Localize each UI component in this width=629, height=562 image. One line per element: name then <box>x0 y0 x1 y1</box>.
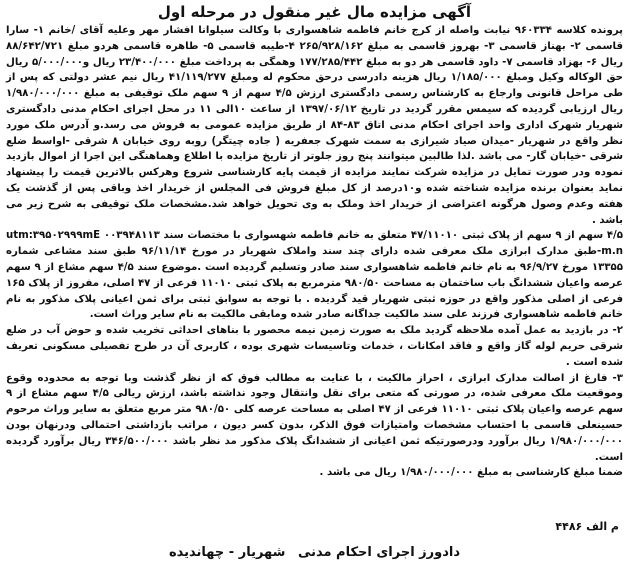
notice-signature <box>6 545 623 560</box>
notice-reference-code: م الف ۴۴۸۶ <box>555 520 619 533</box>
notice-footer <box>6 520 623 560</box>
notice-paragraph-valuation: ۳- فارغ از اصالت مدارک ابرازی ، احراز مالکیت ، با عنایت به مطالب فوق که از نظر گذشت وبا توجه به محدوده وقوع وموقعیت ملک معرفی شده، در صورتی که متعی برای نقل وانتقال وجود نداشته باشد، ارزش ریالی ۴/۵ سهم مشاع از ۹ سهم عرصه واعیان پلاک ثبتی ۱۱۰۱۰ فرعی از ۴۷ اصلی به مساحت عرصه کلی ۹۸۰/۵۰ متر مربع متعلق به سایر وراث مرحوم حسینعلی قاسمی با احتساب مشخصات وامتیازات فوق الذکر، بدون کسر دیون ، مراتب بازداشتی احتمالی ودرنهان بودن ۱/۹۸۰/۰۰۰/۰۰۰ ریال برآورد ودرصورتیکه ثمن اعیانی از ششدانگ پلاک مذکور مد نظر باشد ۳۴۶/۵۰۰/۰۰۰ ریال برآورد گردیده است. <box>6 372 623 463</box>
notice-paragraph-expert-price: ضمنا مبلغ کارشناسی به مبلغ ۱/۹۸۰/۰۰۰/۰۰۰ ریال می باشد . <box>319 467 623 479</box>
signature-city: شهریار - چهاندیده <box>168 545 286 560</box>
notice-title: آگهی مزایده مال غیر منقول در مرحله اول <box>157 3 472 21</box>
signature-office: دادورز اجرای احکام مدنی <box>297 545 461 560</box>
notice-paragraph-property: ۴/۵ سهم از ۹ سهم از پلاک ثبتی ۴۷/۱۱۰۱۰ متعلق به خانم فاطمه شهسواری با مختصات سند utm:۳۹۵۰۲۹۹۹mE ۰۰۳۹۴۸۱۱۳ m.n-طبق مدارک ابرازی ملک معرفی شده دارای چند سند واملاک شهریار در مورخ ۹۶/۱۱/۱۴ طبق سند مشاعی شماره ۱۳۳۵۵ مورخ ۹۶/۹/۲۷ به نام خانم فاطمه شاهسواری سند صادر وتسلیم گردیده است .موضوع سند ۴/۵ سهم مشاع از ۹ سهم عرصه واعیان ششدانگ باب ساختمان به مساحت ۹۸۰/۵۰ مترمربع به پلاک ثبتی ۱۱۰۱۰ فرعی از ۴۷ اصلی، مفروز از پلاک ۱۶۵ فرعی از اصلی مذکور واقع در حوزه ثبتی شهریار قید گردیده . با توجه به سوابق ثبتی برای ثمن اعیانی پلاک مذکور به نام خانم فاطمه شاهسواری فرزند علی سند مالکیت جداگانه صادر شده ومابقی مالکیت به نام سایر وراث است. <box>6 230 624 321</box>
notice-paragraph-intro: پرونده کلاسه ۹۶۰۳۳۴ نیابت واصله از کرج خانم فاطمه شاهسواری با وکالت سیلوانا افشار مهر وعلیه آقای /خانم ۱- سارا قاسمی ۲- بهناز قاسمی ۳- بهروز قاسمی به مبلغ ۲۶۵/۹۲۸/۱۶۲ ۴-طیبه قاسمی ۵- طاهره قاسمی هردو مبلغ ۸۸/۶۴۲/۷۲۱ ریال ۶- بهزاد قاسمی ۷- داود قاسمی هر دو به مبلغ ۱۷۷/۲۸۵/۴۴۲ وهمگی به پرداخت مبلغ ۲۳/۴۰۰/۰۰۰ ریال و۵/۰۰۰/۰۰۰ ریال حق الوکاله وکیل ومبلغ ۱/۱۸۵/۰۰۰ ریال هزینه دادرسی درحق محکوم له ومبلغ ۴۱/۱۱۹/۲۷۷ ریال نیم عشر دولتی که پس از طی مراحل قانونی وارجاع به کارشناس رسمی دادگستری ارزش ۴/۵ سهم از ۹ سهم ملک توقیفی به مبلغ ۱/۹۸۰/۰۰۰/۰۰۰ ریال ارزیابی گردیده که سیمس مقرر گردید در تاریخ ۱۳۹۷/۰۶/۱۲ از ساعت ۱۰الی ۱۱ در محل اجرای احکام مدنی دادگستری شهریار شهرک اداری واحد اجرای احکام مدنی اتاق ۸۳-۸۴ از طریق مزایده عمومی به فروش می رسد.و آدرس ملک مورد نظر واقع در شهریار -میدان صیاد شیرازی به سمت شهرک جعفریه ( جاده چیتگر) روبه روی خیابان ۸ شرقی -اواسط ضلع شرقی -خیابان گار- می باشد .لذا طالبین میتوانند پنج روز جلوتر از تاریخ مزایده با اطلاع وهماهنگی این اجرا از اموال بازدید نموده ودر صورت تمایل در مزایده شرکت نمایند مزایده از قیمت پایه کارشناسی شروع وهرکس بالاترین قیمت را پیشنهاد نماید بعنوان برنده مزایده شناخته شده و۱۰درصد از کل مبلغ فروش فی المجلس از خریدار اخذ وباقی پس از گذشت یک هفته وعدم وصول هرگونه اعتراضی از خریدار اخذ وملک به وی تحویل خواهد شد.مشخصات ملک توقیفی به شرح زیر می باشد . <box>6 25 624 226</box>
notice-paragraph-inspection: ۲- در بازدید به عمل آمده ملاحظه گردید ملک به صورت زمین نیمه محصور با بناهای احداثی تخریب شده و حوض آب در ضلع شرقی حریم لوله گاز واقع و فاقد امکانات ، خدمات وتاسیسات شهری بوده ، کاربری آن در طرح تفصیلی مسکونی تعریف شده است . <box>6 325 623 368</box>
